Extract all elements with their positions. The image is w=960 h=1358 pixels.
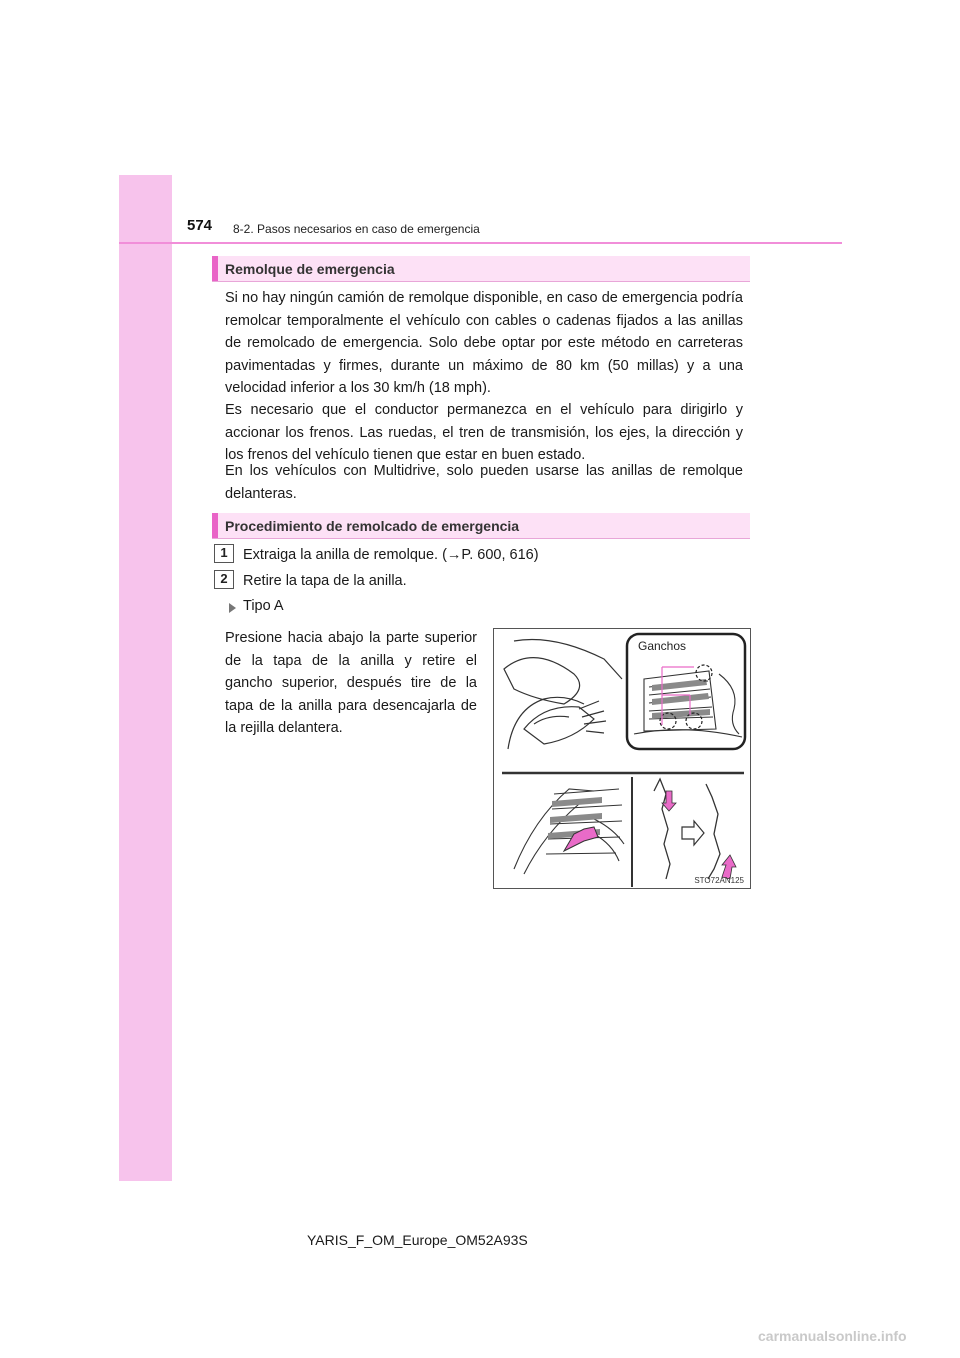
- tow-eye-cover-illustration: [493, 628, 751, 889]
- side-color-band: [119, 175, 172, 1181]
- watermark: carmanualsonline.info: [758, 1328, 907, 1344]
- heading-text: Procedimiento de remolcado de emergencia: [225, 518, 520, 534]
- step-text: Extraiga la anilla de remolque. (→P. 600, 616): [243, 547, 539, 563]
- heading-procedimiento: [212, 513, 750, 539]
- page-number: 574: [187, 217, 213, 234]
- bullet-tipo: Tipo A: [243, 598, 284, 614]
- paragraph-intro: Si no hay ningún camión de remolque disponible, en caso de emergencia podría remolcar temporalmente el vehículo con cables o cadenas fijados a las anillas de remolcado de emergencia. Solo debe optar por este método en carreteras pavimentadas y firmes, durante un máximo de 80 km (50 millas) y a una velocidad inferior a los 30 km/h (18 mph).: [225, 290, 743, 397]
- paragraph-multidrive: En los vehículos con Multidrive, solo pueden usarse las anillas de remolque delanteras.: [225, 463, 743, 502]
- heading-remolque-emergencia: [212, 256, 750, 282]
- illustration-drawing: [494, 629, 750, 888]
- callout-ganchos: Ganchos: [638, 639, 687, 653]
- figure-code: STO72AN125: [694, 876, 744, 885]
- chapter-section-title: 8-2. Pasos necesarios en caso de emergencia: [233, 222, 480, 236]
- heading-text: Remolque de emergencia: [225, 261, 395, 277]
- header-divider: [119, 242, 842, 244]
- bullet-arrow-icon: [229, 603, 236, 613]
- document-id: YARIS_F_OM_Europe_OM52A93S: [307, 1232, 528, 1248]
- step-number-badge: 1: [214, 544, 234, 563]
- step-number-badge: 2: [214, 570, 234, 589]
- step-text: Retire la tapa de la anilla.: [243, 573, 407, 589]
- paragraph-instruction: Presione hacia abajo la parte superior de la tapa de la anilla y retire el gancho superior, después tire de la tapa de la anilla para desencajarla de la rejilla delantera.: [225, 630, 477, 737]
- paragraph-driver: Es necesario que el conductor permanezca en el vehículo para dirigirlo y accionar los frenos. Las ruedas, el tren de transmisión, los ejes, la dirección y los frenos del vehículo tienen que estar en buen estado.: [225, 402, 743, 464]
